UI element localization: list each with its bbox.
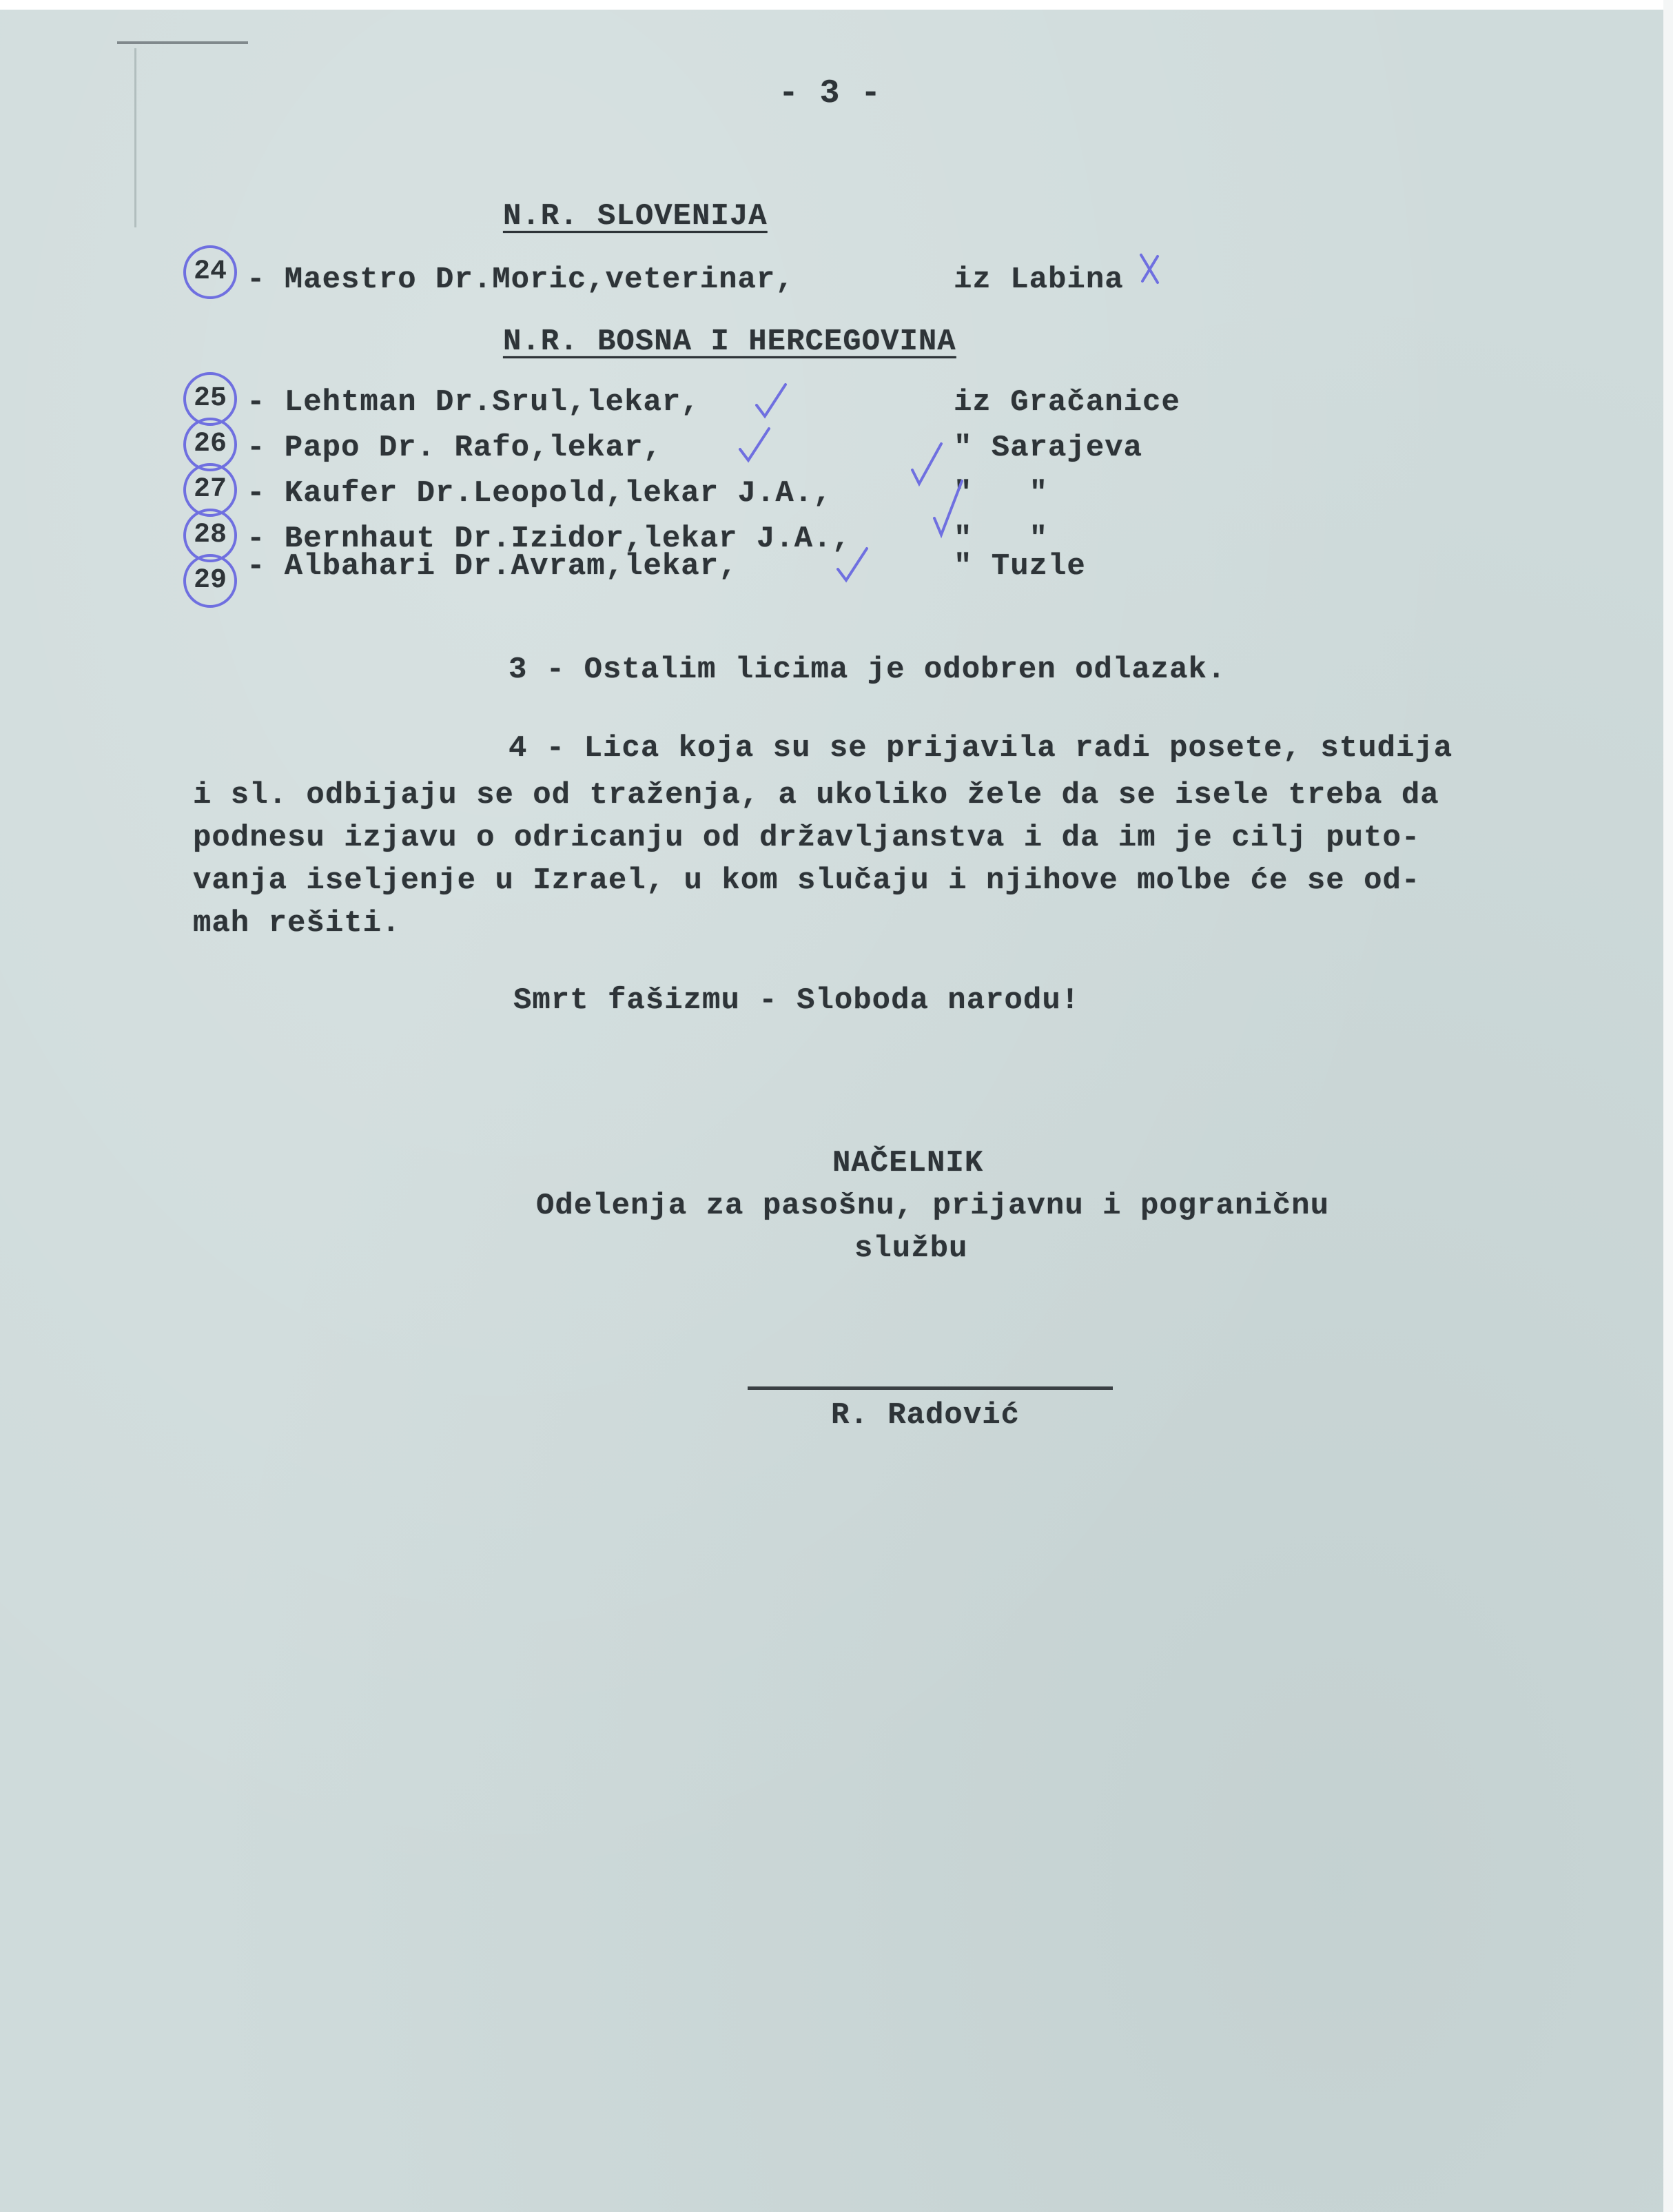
check-mark-icon xyxy=(754,380,788,422)
entry-number-circle: 28 xyxy=(183,509,237,562)
signatory-name: R. Radović xyxy=(831,1398,1020,1433)
signature-department: Odelenja za pasošnu, prijavnu i pograničnu xyxy=(536,1189,1329,1223)
entry-number-circle: 27 xyxy=(183,463,237,517)
entry-name: - Kaufer Dr.Leopold,lekar J.A., xyxy=(247,476,832,511)
entry-name: - Papo Dr. Rafo,lekar, xyxy=(247,431,662,465)
paragraph-4-line: 4 - Lica koja su se prijavila radi posete, studija xyxy=(509,731,1453,766)
entry-place: iz Gračanice xyxy=(954,385,1180,420)
scan-edge-right xyxy=(1663,0,1673,2212)
entry-place: " " xyxy=(954,476,1049,511)
paragraph-4-line: podnesu izjavu o odricanju od državljanstva i da im je cilj puto- xyxy=(193,821,1421,855)
staple-mark xyxy=(117,41,248,44)
entry-place: " Sarajeva xyxy=(954,431,1143,465)
scan-edge-top xyxy=(0,0,1673,10)
entry-place: " Tuzle xyxy=(954,549,1086,584)
entry-number-circle: 24 xyxy=(183,245,237,299)
signature-line xyxy=(748,1386,1113,1390)
section-heading-bih: N.R. BOSNA I HERCEGOVINA xyxy=(503,325,956,359)
paragraph-3: 3 - Ostalim licima je odobren odlazak. xyxy=(509,653,1226,687)
x-mark-icon xyxy=(1136,249,1163,288)
paragraph-4-line: i sl. odbijaju se od traženja, a ukoliko žele da se isele treba da xyxy=(193,778,1439,812)
entry-place: " " xyxy=(954,522,1049,556)
check-mark-icon xyxy=(932,477,966,539)
fold-line xyxy=(134,48,136,227)
check-mark-icon xyxy=(835,544,870,586)
paragraph-4-line: vanja iseljenje u Izrael, u kom slučaju i njihove molbe će se od- xyxy=(193,863,1421,898)
entry-name: - Lehtman Dr.Srul,lekar, xyxy=(247,385,700,420)
signature-department-cont: službu xyxy=(854,1231,968,1266)
section-heading-slovenija: N.R. SLOVENIJA xyxy=(503,199,768,234)
entry-name: - Albahari Dr.Avram,lekar, xyxy=(247,549,738,584)
entry-name: - Maestro Dr.Moric,veterinar, xyxy=(247,263,794,297)
entry-number-circle: 29 xyxy=(183,554,237,608)
entry-place: iz Labina xyxy=(954,263,1124,297)
slogan: Smrt fašizmu - Sloboda narodu! xyxy=(513,983,1080,1018)
page-number: - 3 - xyxy=(779,75,882,112)
paragraph-4-line: mah rešiti. xyxy=(193,906,401,941)
entry-name: - Bernhaut Dr.Izidor,lekar J.A., xyxy=(247,522,851,556)
entry-number-circle: 26 xyxy=(183,418,237,471)
signature-title: NAČELNIK xyxy=(832,1146,984,1180)
check-mark-icon xyxy=(737,424,772,466)
entry-number-circle: 25 xyxy=(183,372,237,426)
